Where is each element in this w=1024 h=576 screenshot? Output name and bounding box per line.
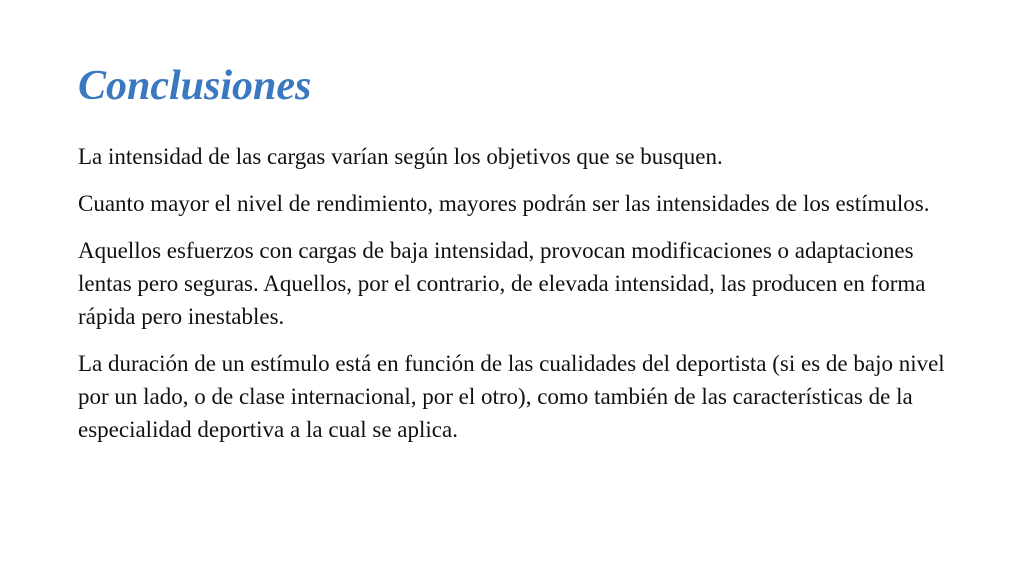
slide-title: Conclusiones [78,63,312,109]
paragraph-4: La duración de un estímulo está en función de las cualidades del deportista (si es de bajo nivel por un lado, o de clase internacional, por el otro), como también de las características de la especialidad deportiva a la cual se aplica. [78,351,945,442]
slide-body [78,140,968,460]
paragraph-2: Cuanto mayor el nivel de rendimiento, mayores podrán ser las intensidades de los estímulos. [78,191,930,216]
paragraph-1: La intensidad de las cargas varían según los objetivos que se busquen. [78,144,723,169]
paragraph-3: Aquellos esfuerzos con cargas de baja intensidad, provocan modificaciones o adaptaciones lentas pero seguras. Aquellos, por el contrario, de elevada intensidad, las producen en forma rápida pero inestables. [78,238,926,329]
